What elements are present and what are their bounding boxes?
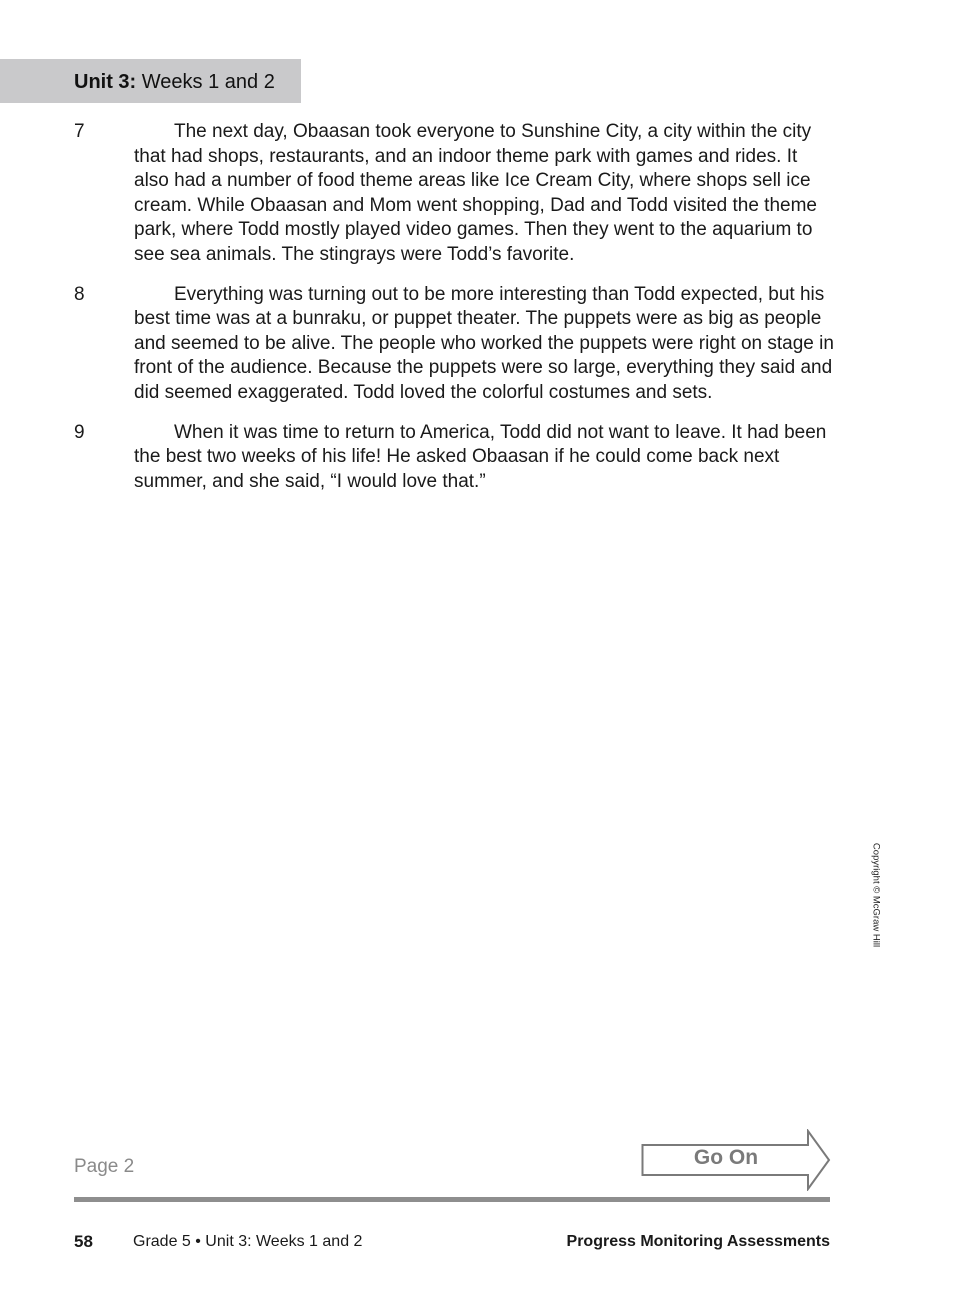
go-on-label: Go On	[693, 1146, 759, 1169]
paragraph-number: 9	[74, 421, 85, 443]
paragraph-text: The next day, Obaasan took everyone to Sunshine City, a city within the city that had shops, restaurants, and an indoor theme park with games and rides. It also had a number of food theme areas like Ice Cream City, where shops sell ice cream. While Obaasan and Mom went shopping, Dad and Todd visited the theme park, where Todd mostly played video games. Then they went to the aquarium to see sea animals. The stingrays were Todd’s favorite.	[134, 121, 817, 265]
unit-label: Unit 3:	[74, 71, 137, 93]
unit-header-tab	[0, 59, 301, 103]
unit-weeks: Weeks 1 and 2	[141, 71, 275, 93]
page-label: Page 2	[74, 1156, 135, 1177]
passage	[74, 120, 834, 509]
paragraph-number: 8	[74, 283, 85, 305]
footer-divider	[74, 1197, 830, 1202]
paragraph	[74, 283, 834, 406]
footer-page-number: 58	[74, 1232, 93, 1251]
copyright-notice: Copyright © McGraw Hill	[870, 842, 882, 948]
paragraph-number: 7	[74, 121, 85, 142]
paragraph-text: Everything was turning out to be more interesting than Todd expected, but his best time was at a bunraku, or puppet theater. The puppets were as big as people and seemed to be alive. The people who worked the puppets were right on stage in front of the audience. Because the puppets were so large, everything they said and did seemed exaggerated. Todd loved the colorful costumes and sets.	[134, 283, 834, 403]
paragraph-text: When it was time to return to America, Todd did not want to leave. It had been the best two weeks of his life! He asked Obaasan if he could come back next summer, and she said, “I would love that.”	[134, 421, 827, 492]
paragraph	[74, 120, 834, 268]
go-on-button[interactable]	[641, 1129, 831, 1191]
paragraph	[74, 421, 834, 495]
footer-grade-info: Grade 5 • Unit 3: Weeks 1 and 2	[133, 1233, 363, 1250]
footer-title: Progress Monitoring Assessments	[566, 1233, 830, 1250]
